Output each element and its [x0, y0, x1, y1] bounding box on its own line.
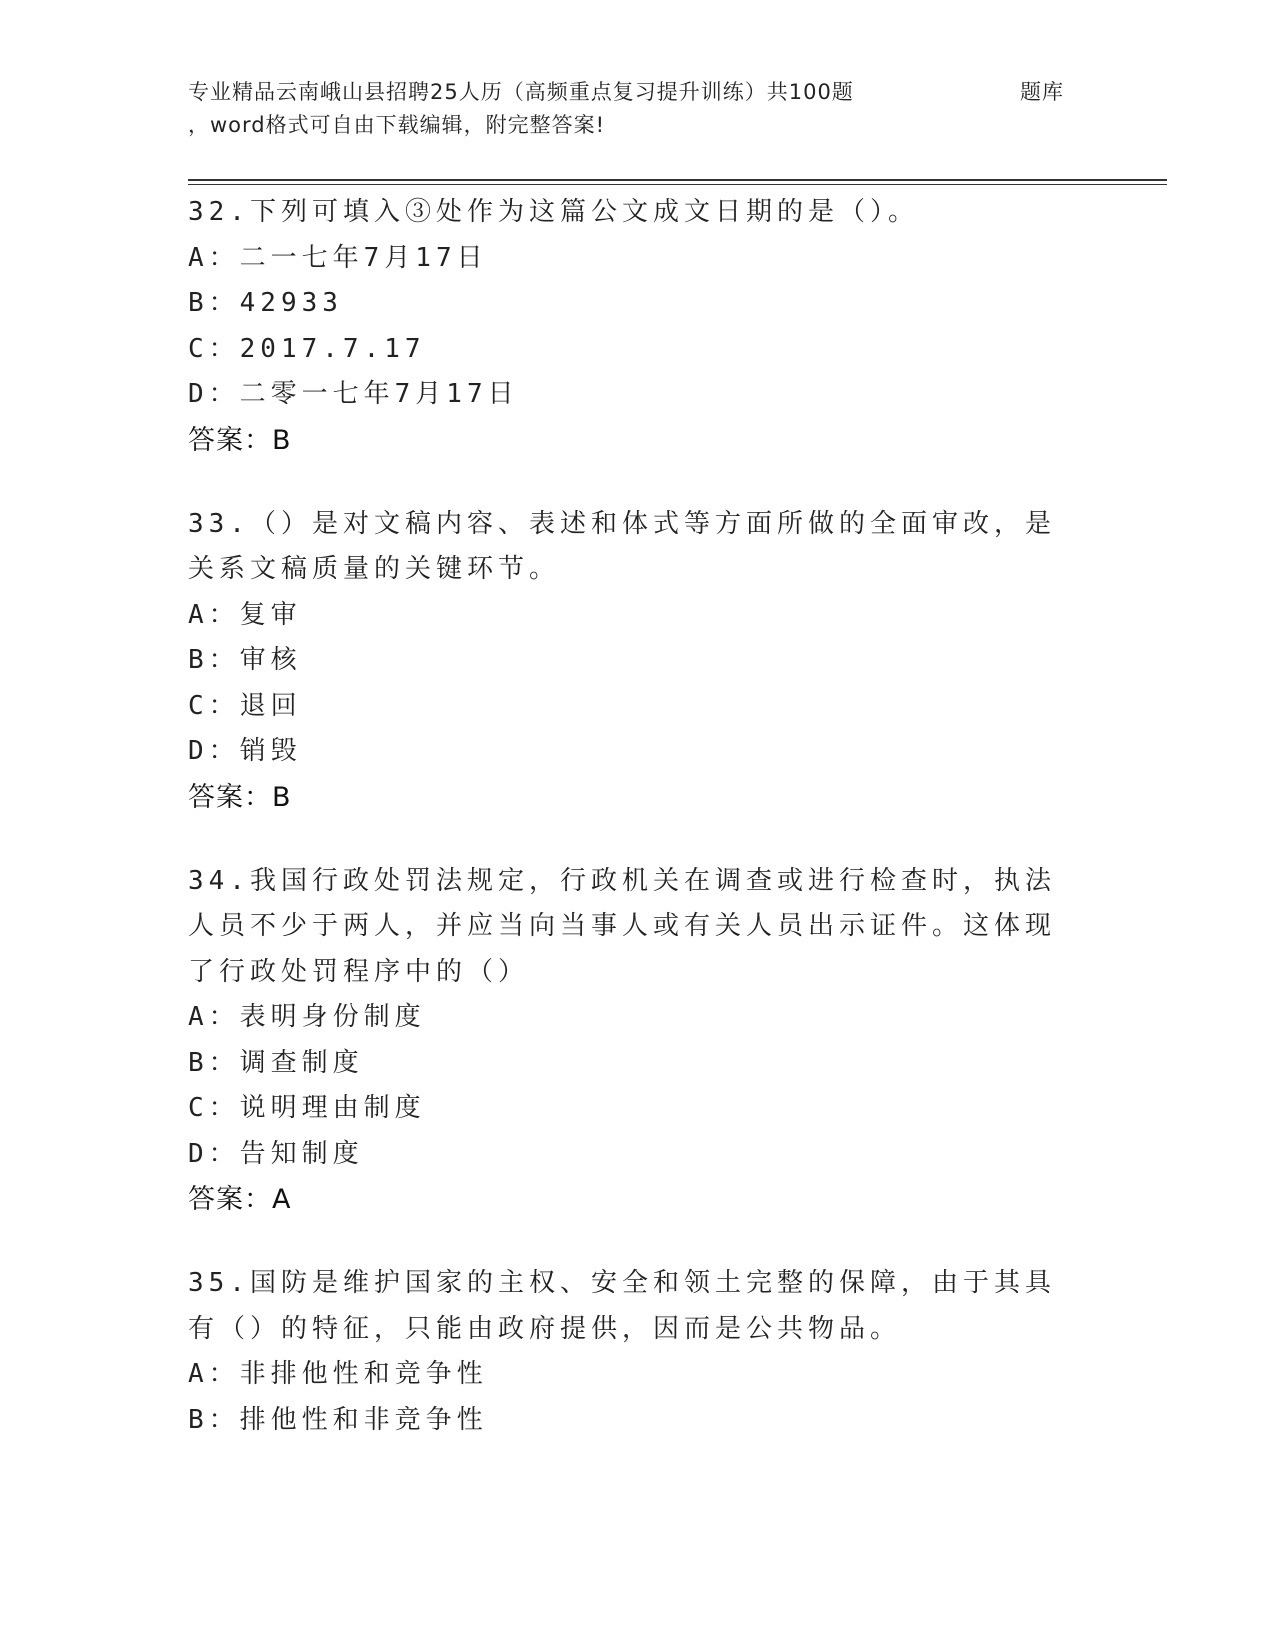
question-35	[188, 1261, 1088, 1443]
option-b: B：42933	[188, 288, 343, 318]
header-tag: 题库	[1020, 80, 1064, 104]
header-divider-thick	[188, 179, 1167, 181]
option-d: D：二零一七年7月17日	[188, 379, 519, 409]
option-d: D：销毁	[188, 736, 302, 766]
option-a: A：二一七年7月17日	[188, 242, 488, 273]
option-b: B：审核	[188, 645, 302, 675]
option-b: B：调查制度	[188, 1047, 364, 1078]
question-32	[188, 190, 1088, 464]
document-header	[188, 76, 1088, 142]
option-d: D：告知制度	[188, 1138, 364, 1169]
option-c: C：退回	[188, 690, 302, 721]
header-title: 专业精品云南峨山县招聘25人历（高频重点复习提升训练）共100题	[188, 80, 854, 104]
question-list	[188, 190, 1088, 1481]
question-stem: 34.我国行政处罚法规定，行政机关在调查或进行检查时，执法人员不少于两人，并应当向当事人或有关人员出示证件。这体现了行政处罚程序中的（）	[188, 865, 1057, 987]
question-stem: 33.（）是对文稿内容、表述和体式等方面所做的全面审改，是关系文稿质量的关键环节。	[188, 508, 1056, 584]
answer-line: 答案：B	[188, 781, 292, 813]
header-line-1	[188, 76, 1088, 109]
option-a: A：非排他性和竞争性	[188, 1359, 488, 1389]
header-subtitle: ，word格式可自由下载编辑，附完整答案!	[188, 113, 606, 137]
option-a: A：复审	[188, 599, 302, 630]
question-stem: 32.下列可填入③处作为这篇公文成文日期的是（）。	[188, 197, 919, 227]
answer-line: 答案：A	[188, 1184, 292, 1215]
header-divider-thin	[188, 184, 1167, 185]
question-34	[188, 859, 1088, 1224]
answer-line: 答案：B	[188, 424, 292, 456]
option-c: C：2017.7.17	[188, 333, 426, 364]
option-a: A：表明身份制度	[188, 1002, 426, 1032]
question-stem: 35.国防是维护国家的主权、安全和领土完整的保障，由于其具有（）的特征，只能由政府提供，因而是公共物品。	[188, 1268, 1056, 1344]
option-c: C：说明理由制度	[188, 1093, 426, 1123]
question-33	[188, 502, 1088, 821]
option-b: B：排他性和非竞争性	[188, 1404, 488, 1435]
